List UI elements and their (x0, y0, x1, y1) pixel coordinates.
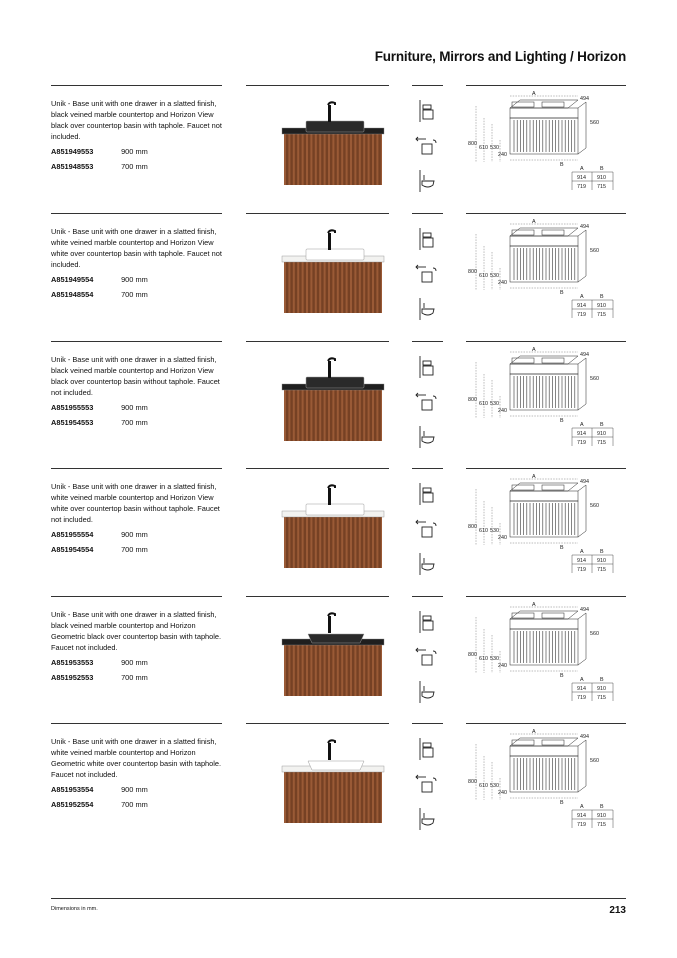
dim-total-height: 800 (468, 141, 477, 147)
dim-basin-height: 560 (590, 631, 599, 637)
product-code: A851955553 (51, 403, 94, 412)
variant-row (51, 162, 148, 177)
row-divider (246, 468, 389, 469)
product-description: Unik - Base unit with one drawer in a slatted finish, white veined marble countertop and Horizon Geometric white over countertop basin with taphole. Faucet not included. (51, 737, 222, 779)
product-photo (278, 227, 388, 315)
wall-mount-icon (414, 355, 438, 379)
product-size: 900 mm (121, 403, 148, 412)
table-col-b: B (600, 294, 604, 300)
dimension-drawing (466, 473, 626, 593)
basin-profile-icon (414, 680, 438, 704)
installation-icon (414, 645, 438, 669)
dim-a-label: A (532, 474, 536, 480)
dim-height-2: 530 (490, 783, 499, 789)
row-divider (51, 723, 222, 724)
table-r2-b: 715 (597, 312, 606, 318)
product-variants (51, 403, 148, 433)
product-size: 900 mm (121, 147, 148, 156)
installation-icon (414, 390, 438, 414)
table-col-a: A (580, 294, 584, 300)
product-variants (51, 275, 148, 305)
variant-row (51, 403, 148, 418)
installation-icons (414, 99, 438, 203)
product-description: Unik - Base unit with one drawer in a slatted finish, black veined marble countertop and Horizon View black over countertop basin with taphole. Faucet not included. (51, 99, 222, 141)
product-photo (278, 99, 388, 187)
table-col-b: B (600, 677, 604, 683)
dim-height-1: 610 (479, 528, 488, 534)
installation-icons (414, 610, 438, 714)
row-divider (412, 596, 443, 597)
table-r1-b: 910 (597, 303, 606, 309)
product-photo (278, 482, 388, 570)
basin-profile-icon (414, 169, 438, 193)
variant-row (51, 800, 148, 815)
table-col-a: A (580, 677, 584, 683)
dim-basin-height: 560 (590, 503, 599, 509)
row-divider (466, 596, 626, 597)
product-code: A851954553 (51, 418, 94, 427)
product-description: Unik - Base unit with one drawer in a slatted finish, white veined marble countertop and Horizon View white over countertop basin without taphole. Faucet not included. (51, 482, 220, 524)
dimension-drawing (466, 218, 626, 338)
installation-icon (414, 262, 438, 286)
product-description: Unik - Base unit with one drawer in a slatted finish, black veined marble countertop and Horizon View black over countertop basin without taphole. Faucet not included. (51, 355, 220, 397)
dim-b-label: B (560, 418, 564, 424)
dim-height-3: 240 (498, 790, 507, 796)
row-divider (466, 341, 626, 342)
product-description: Unik - Base unit with one drawer in a slatted finish, black veined marble countertop and Horizon Geometric black over countertop basin with taphole. Faucet not included. (51, 610, 222, 652)
dim-height-1: 610 (479, 273, 488, 279)
wall-mount-icon (414, 227, 438, 251)
row-divider (466, 468, 626, 469)
dim-height-2: 530 (490, 145, 499, 151)
dim-height-1: 610 (479, 145, 488, 151)
product-row (0, 85, 677, 213)
product-size: 700 mm (121, 290, 148, 299)
dim-height-2: 530 (490, 528, 499, 534)
table-r2-a: 719 (577, 440, 586, 446)
row-divider (412, 85, 443, 86)
variant-row (51, 147, 148, 162)
basin-profile-icon (414, 425, 438, 449)
row-divider (51, 213, 222, 214)
table-r1-a: 914 (577, 303, 586, 309)
dim-a-label: A (532, 602, 536, 608)
dim-b-label: B (560, 545, 564, 551)
installation-icon (414, 517, 438, 541)
table-r1-b: 910 (597, 813, 606, 819)
table-col-a: A (580, 804, 584, 810)
dim-total-height: 800 (468, 397, 477, 403)
dim-height-2: 530 (490, 273, 499, 279)
dim-a-label: A (532, 729, 536, 735)
product-code: A851952554 (51, 800, 94, 809)
row-divider (466, 85, 626, 86)
product-size: 700 mm (121, 673, 148, 682)
table-r1-b: 910 (597, 431, 606, 437)
product-photo (278, 737, 388, 825)
table-r1-a: 914 (577, 686, 586, 692)
dim-depth: 494 (580, 96, 589, 102)
dim-height-1: 610 (479, 656, 488, 662)
dim-height-1: 610 (479, 401, 488, 407)
table-col-b: B (600, 549, 604, 555)
variant-row (51, 658, 148, 673)
dim-total-height: 800 (468, 652, 477, 658)
product-size: 900 mm (121, 658, 148, 667)
table-col-a: A (580, 549, 584, 555)
dim-total-height: 800 (468, 779, 477, 785)
row-divider (51, 341, 222, 342)
dim-depth: 494 (580, 607, 589, 613)
product-row (0, 468, 677, 596)
table-r2-b: 715 (597, 822, 606, 828)
product-row (0, 596, 677, 724)
product-size: 700 mm (121, 162, 148, 171)
dim-height-1: 610 (479, 783, 488, 789)
dim-height-3: 240 (498, 152, 507, 158)
dim-basin-height: 560 (590, 248, 599, 254)
variant-row (51, 785, 148, 800)
row-divider (466, 723, 626, 724)
product-photo (278, 610, 388, 698)
wall-mount-icon (414, 610, 438, 634)
dim-height-3: 240 (498, 663, 507, 669)
table-r1-b: 910 (597, 686, 606, 692)
product-code: A851952553 (51, 673, 94, 682)
installation-icons (414, 737, 438, 841)
dim-b-label: B (560, 673, 564, 679)
product-size: 900 mm (121, 530, 148, 539)
table-r1-a: 914 (577, 558, 586, 564)
row-divider (246, 723, 389, 724)
row-divider (412, 723, 443, 724)
row-divider (51, 596, 222, 597)
dim-b-label: B (560, 162, 564, 168)
page-title: Furniture, Mirrors and Lighting / Horizon (374, 49, 626, 64)
table-col-a: A (580, 166, 584, 172)
variant-row (51, 530, 148, 545)
product-code: A851954554 (51, 545, 94, 554)
row-divider (412, 213, 443, 214)
product-code: A851948553 (51, 162, 94, 171)
wall-mount-icon (414, 737, 438, 761)
dimension-drawing (466, 728, 626, 848)
dim-a-label: A (532, 219, 536, 225)
table-r1-a: 914 (577, 813, 586, 819)
dimension-drawing (466, 601, 626, 721)
product-size: 700 mm (121, 418, 148, 427)
variant-row (51, 418, 148, 433)
table-r2-a: 719 (577, 695, 586, 701)
table-r1-a: 914 (577, 175, 586, 181)
row-divider (51, 468, 222, 469)
dim-height-3: 240 (498, 280, 507, 286)
dim-depth: 494 (580, 479, 589, 485)
dim-basin-height: 560 (590, 376, 599, 382)
dim-a-label: A (532, 91, 536, 97)
dim-height-2: 530 (490, 401, 499, 407)
dim-height-2: 530 (490, 656, 499, 662)
product-size: 700 mm (121, 800, 148, 809)
product-size: 700 mm (121, 545, 148, 554)
table-r2-b: 715 (597, 695, 606, 701)
variant-row (51, 290, 148, 305)
product-variants (51, 658, 148, 688)
dim-depth: 494 (580, 734, 589, 740)
footer-divider (51, 898, 626, 899)
basin-profile-icon (414, 552, 438, 576)
dim-b-label: B (560, 290, 564, 296)
variant-row (51, 673, 148, 688)
table-r2-a: 719 (577, 567, 586, 573)
row-divider (246, 341, 389, 342)
table-col-b: B (600, 422, 604, 428)
basin-profile-icon (414, 807, 438, 831)
row-divider (466, 213, 626, 214)
product-size: 900 mm (121, 275, 148, 284)
dimension-drawing (466, 90, 626, 210)
dim-depth: 494 (580, 352, 589, 358)
row-divider (246, 596, 389, 597)
page-number: 213 (609, 905, 626, 916)
row-divider (412, 341, 443, 342)
dim-height-3: 240 (498, 408, 507, 414)
dimensions-note: Dimensions in mm. (51, 906, 98, 912)
dim-total-height: 800 (468, 524, 477, 530)
table-r1-a: 914 (577, 431, 586, 437)
dim-b-label: B (560, 800, 564, 806)
product-size: 900 mm (121, 785, 148, 794)
row-divider (246, 213, 389, 214)
variant-row (51, 545, 148, 560)
wall-mount-icon (414, 482, 438, 506)
product-variants (51, 785, 148, 815)
product-row (0, 341, 677, 469)
wall-mount-icon (414, 99, 438, 123)
dim-height-3: 240 (498, 535, 507, 541)
product-variants (51, 530, 148, 560)
row-divider (412, 468, 443, 469)
product-code: A851955554 (51, 530, 94, 539)
product-code: A851953553 (51, 658, 94, 667)
table-r2-a: 719 (577, 822, 586, 828)
product-photo (278, 355, 388, 443)
table-r2-b: 715 (597, 567, 606, 573)
dim-total-height: 800 (468, 269, 477, 275)
product-row (0, 213, 677, 341)
dim-depth: 494 (580, 224, 589, 230)
installation-icons (414, 227, 438, 331)
table-r2-b: 715 (597, 184, 606, 190)
dim-basin-height: 560 (590, 758, 599, 764)
installation-icon (414, 772, 438, 796)
product-code: A851949553 (51, 147, 94, 156)
row-divider (51, 85, 222, 86)
row-divider (246, 85, 389, 86)
product-variants (51, 147, 148, 177)
product-code: A851948554 (51, 290, 94, 299)
product-code: A851953554 (51, 785, 94, 794)
table-r1-b: 910 (597, 175, 606, 181)
dim-basin-height: 560 (590, 120, 599, 126)
table-r2-b: 715 (597, 440, 606, 446)
table-col-a: A (580, 422, 584, 428)
basin-profile-icon (414, 297, 438, 321)
dim-a-label: A (532, 347, 536, 353)
dimension-drawing (466, 346, 626, 466)
product-code: A851949554 (51, 275, 94, 284)
table-col-b: B (600, 166, 604, 172)
table-r2-a: 719 (577, 312, 586, 318)
product-row (0, 723, 677, 851)
table-r2-a: 719 (577, 184, 586, 190)
installation-icon (414, 134, 438, 158)
installation-icons (414, 482, 438, 586)
variant-row (51, 275, 148, 290)
installation-icons (414, 355, 438, 459)
product-description: Unik - Base unit with one drawer in a slatted finish, white veined marble countertop and Horizon View white over countertop basin with taphole. Faucet not included. (51, 227, 222, 269)
table-r1-b: 910 (597, 558, 606, 564)
table-col-b: B (600, 804, 604, 810)
